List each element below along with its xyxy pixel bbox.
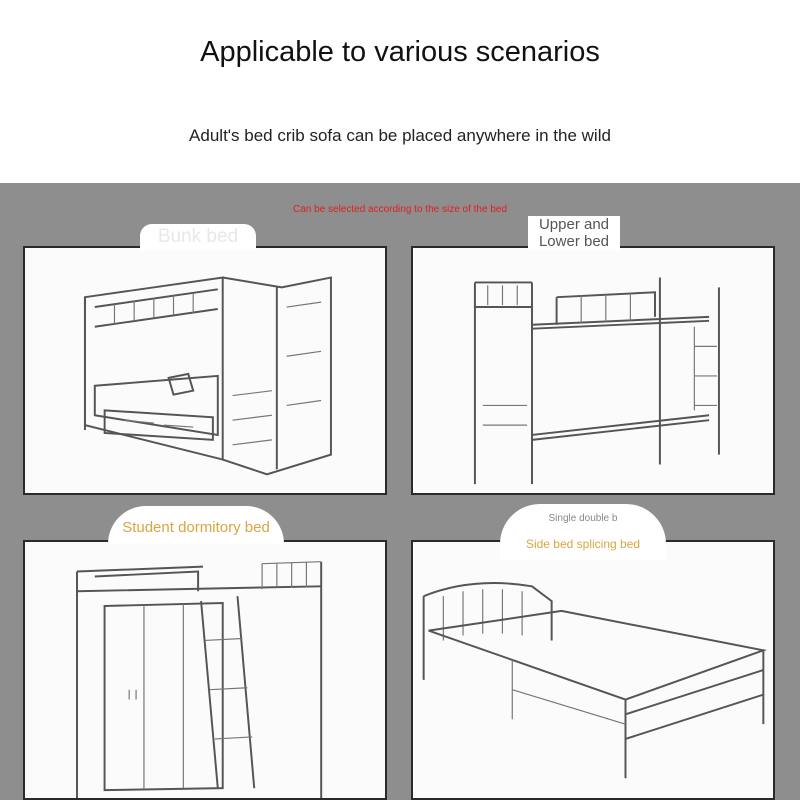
header [0, 0, 800, 183]
panel-label-student-dormitory-bed: Student dormitory bed [108, 506, 284, 544]
size-note: Can be selected according to the size of the bed [292, 204, 508, 215]
panel-student-dormitory-bed [23, 540, 387, 800]
upper-lower-bed-illustration [413, 248, 773, 493]
panel-label-side-bed-splicing-bed [500, 504, 666, 560]
panel-label-single-double: Single double b [548, 513, 618, 524]
panel-bunk-bed [23, 246, 387, 495]
page-title: Applicable to various scenarios [200, 36, 600, 68]
side-bed-illustration [413, 542, 773, 798]
page-subtitle: Adult's bed crib sofa can be placed anywhere in the wild [189, 126, 611, 145]
panel-label-upper-lower-bed [528, 216, 620, 250]
panel-label-bunk-bed: Bunk bed [140, 224, 256, 250]
student-dormitory-bed-illustration [25, 542, 385, 798]
panel-side-bed-splicing-bed [411, 540, 775, 800]
panel-upper-lower-bed [411, 246, 775, 495]
panel-label-upper-lower-bed-text: Upper and Lower bed [538, 216, 610, 250]
panel-label-side-bed-splicing: Side bed splicing bed [525, 537, 641, 551]
bunk-bed-illustration [25, 248, 385, 493]
